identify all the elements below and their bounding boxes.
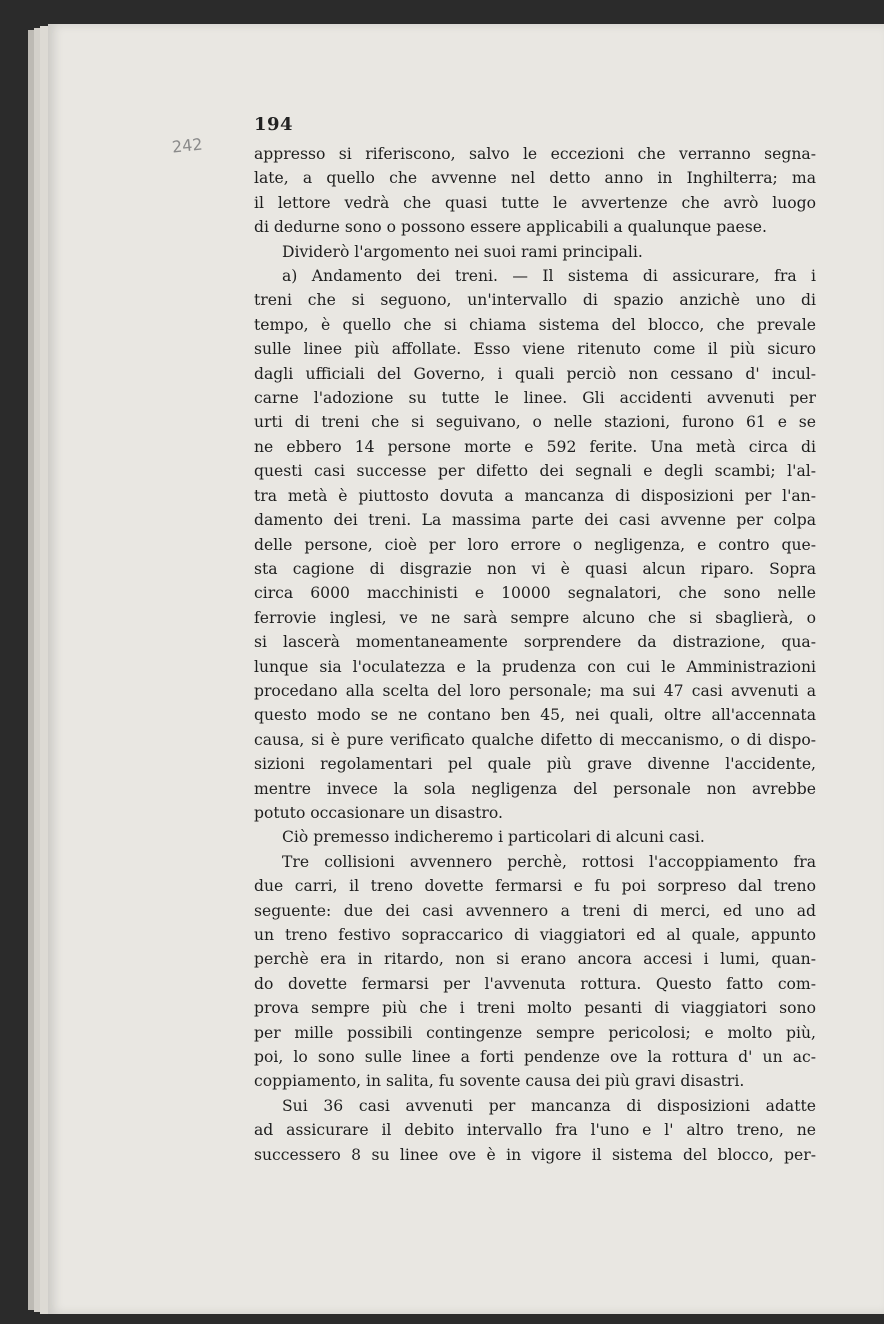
text-line: Dividerò l'argomento nei suoi rami principali.	[282, 242, 643, 261]
text-line: delle persone, cioè per loro errore o negligenza, e contro que-	[254, 535, 816, 554]
text-line: questi casi successe per difetto dei segnali e degli scambi; l'al-	[254, 462, 816, 481]
text-line: il lettore vedrà che quasi tutte le avvertenze che avrò luogo	[254, 193, 816, 212]
section-heading-line: a) Andamento dei treni. — Il sistema di assicurare, fra i	[282, 267, 816, 286]
text-line: un treno festivo sopraccarico di viaggiatori ed al quale, appunto	[254, 926, 816, 944]
text-line: appresso si riferiscono, salvo le eccezioni che verranno segna-	[254, 145, 816, 163]
text-line: mentre invece la sola negligenza del personale non avrebbe	[254, 779, 816, 798]
text-line: seguente: due dei casi avvennero a treni di merci, ed uno ad	[254, 901, 816, 920]
text-line: dagli ufficiali del Governo, i quali perciò non cessano d' incul-	[254, 364, 816, 383]
page-number: 194	[254, 114, 294, 135]
text-line: di dedurne sono o possono essere applicabili a qualunque paese.	[254, 218, 767, 237]
text-line: perchè era in ritardo, non si erano ancora accesi i lumi, quan-	[254, 950, 816, 969]
text-line: coppiamento, in salita, fu sovente causa dei più gravi disastri.	[254, 1072, 745, 1091]
text-line: Tre collisioni avvennero perchè, rottosi l'accoppiamento fra	[282, 852, 816, 871]
text-line: carne l'adozione su tutte le linee. Gli accidenti avvenuti per	[254, 389, 816, 408]
text-line: Sui 36 casi avvenuti per mancanza di disposizioni adatte	[282, 1096, 816, 1115]
text-line: successero 8 su linee ove è in vigore il sistema del blocco, per-	[254, 1145, 816, 1164]
text-line: late, a quello che avvenne nel detto anno in Inghilterra; ma	[254, 169, 816, 188]
text-line: tempo, è quello che si chiama sistema del blocco, che prevale	[254, 315, 816, 334]
text-line: poi, lo sono sulle linee a forti pendenze ove la rottura d' un ac-	[254, 1048, 816, 1067]
text-line: treni che si seguono, un'intervallo di spazio anzichè uno di	[254, 291, 816, 310]
text-line: urti di treni che si seguivano, o nelle stazioni, furono 61 e se	[254, 413, 816, 432]
text-line: sta cagione di disgrazie non vi è quasi alcun riparo. Sopra	[254, 559, 816, 578]
text-line: due carri, il treno dovette fermarsi e fu poi sorpreso dal treno	[254, 877, 816, 896]
handwritten-margin-note: 242	[171, 134, 204, 157]
text-line: prova sempre più che i treni molto pesanti di viaggiatori sono	[254, 999, 816, 1018]
text-line: damento dei treni. La massima parte dei casi avvenne per colpa	[254, 511, 816, 530]
text-line: si lascerà momentaneamente sorprendere da distrazione, qua-	[254, 633, 816, 652]
text-line: lunque sia l'oculatezza e la prudenza con cui le Amministrazioni	[254, 657, 816, 676]
text-line: ne ebbero 14 persone morte e 592 ferite. Una metà circa di	[254, 437, 816, 456]
text-line: do dovette fermarsi per l'avvenuta rottura. Questo fatto com-	[254, 974, 816, 993]
text-line: tra metà è piuttosto dovuta a mancanza di disposizioni per l'an-	[254, 486, 816, 505]
text-line: ad assicurare il debito intervallo fra l'uno e l' altro treno, ne	[254, 1121, 816, 1140]
text-line: Ciò premesso indicheremo i particolari di alcuni casi.	[282, 828, 705, 847]
text-line: sulle linee più affollate. Esso viene ritenuto come il più sicuro	[254, 340, 816, 359]
text-line: sizioni regolamentari pel quale più grave divenne l'accidente,	[254, 755, 816, 774]
text-line: circa 6000 macchinisti e 10000 segnalatori, che sono nelle	[254, 584, 816, 603]
text-line: per mille possibili contingenze sempre pericolosi; e molto più,	[254, 1023, 816, 1042]
text-line: ferrovie inglesi, ve ne sarà sempre alcuno che si sbaglierà, o	[254, 608, 816, 627]
text-line: causa, si è pure verificato qualche difetto di meccanismo, o di dispo-	[254, 730, 816, 749]
text-line: procedano alla scelta del loro personale; ma sui 47 casi avvenuti a	[254, 681, 816, 700]
text-line: questo modo se ne contano ben 45, nei quali, oltre all'accennata	[254, 706, 816, 725]
body-text	[254, 142, 816, 1167]
text-line: potuto occasionare un disastro.	[254, 803, 503, 822]
